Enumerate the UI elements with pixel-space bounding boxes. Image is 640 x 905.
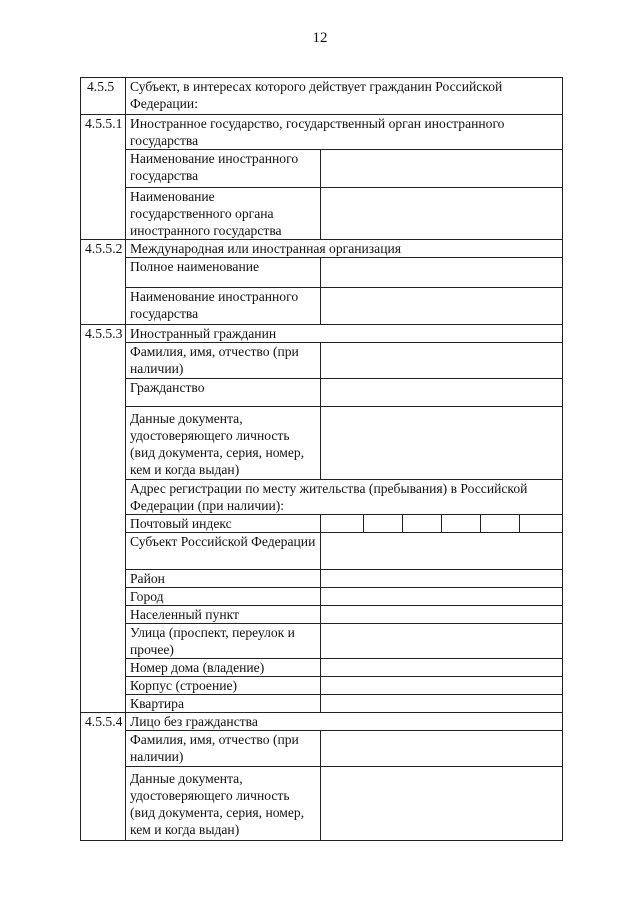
subsection-row — [81, 325, 563, 343]
field-row — [81, 624, 563, 659]
field-label: Наименование иностранного государства — [126, 150, 321, 188]
subsection-number: 4.5.5.2 — [81, 240, 126, 325]
field-label: Квартира — [126, 695, 321, 713]
field-row — [81, 677, 563, 695]
field-row — [81, 288, 563, 325]
field-label: Улица (проспект, переулок и прочее) — [126, 624, 321, 659]
field-input[interactable] — [321, 288, 563, 325]
field-label: Данные документа, удостоверяющего личность (вид документа, серия, номер, кем и когда выдан) — [126, 767, 321, 841]
address-title-row — [81, 480, 563, 515]
field-input[interactable] — [321, 407, 563, 480]
postal-index-row — [81, 515, 563, 533]
field-input[interactable] — [321, 695, 563, 713]
subsection-row — [81, 713, 563, 731]
field-row — [81, 379, 563, 407]
field-input[interactable] — [321, 258, 563, 288]
field-input[interactable] — [321, 188, 563, 240]
subsection-title: Международная или иностранная организация — [126, 240, 563, 258]
field-input[interactable] — [321, 379, 563, 407]
postal-index-digit[interactable] — [480, 515, 519, 532]
postal-index-input[interactable] — [321, 515, 563, 533]
field-label: Данные документа, удостоверяющего личность (вид документа, серия, номер, кем и когда выдан) — [126, 407, 321, 480]
field-row — [81, 188, 563, 240]
field-input[interactable] — [321, 731, 563, 767]
field-label: Корпус (строение) — [126, 677, 321, 695]
field-row — [81, 588, 563, 606]
subsection-number: 4.5.5.3 — [81, 325, 126, 713]
field-label: Населенный пункт — [126, 606, 321, 624]
postal-index-digit[interactable] — [441, 515, 480, 532]
field-label: Район — [126, 570, 321, 588]
subsection-number: 4.5.5.4 — [81, 713, 126, 841]
field-label: Почтовый индекс — [126, 515, 321, 533]
postal-index-digit[interactable] — [402, 515, 441, 532]
field-input[interactable] — [321, 150, 563, 188]
field-label: Город — [126, 588, 321, 606]
field-label: Фамилия, имя, отчество (при наличии) — [126, 731, 321, 767]
field-row — [81, 407, 563, 480]
field-input[interactable] — [321, 767, 563, 841]
field-row — [81, 343, 563, 379]
field-label: Гражданство — [126, 379, 321, 407]
field-label: Наименование иностранного государства — [126, 288, 321, 325]
subsection-row — [81, 240, 563, 258]
page-number: 12 — [312, 30, 328, 46]
field-row — [81, 258, 563, 288]
field-row — [81, 767, 563, 841]
section-row — [81, 78, 563, 115]
field-input[interactable] — [321, 624, 563, 659]
section-number: 4.5.5 — [81, 78, 126, 115]
field-input[interactable] — [321, 570, 563, 588]
field-input[interactable] — [321, 533, 563, 570]
subsection-title: Лицо без гражданства — [126, 713, 563, 731]
field-input[interactable] — [321, 588, 563, 606]
field-input[interactable] — [321, 606, 563, 624]
postal-index-digit[interactable] — [519, 515, 558, 532]
subsection-number: 4.5.5.1 — [81, 115, 126, 240]
postal-index-digit[interactable] — [325, 515, 363, 532]
field-label: Наименование государственного органа иностранного государства — [126, 188, 321, 240]
subsection-title: Иностранное государство, государственный орган иностранного государства — [126, 115, 563, 150]
postal-index-digit[interactable] — [363, 515, 402, 532]
field-label: Номер дома (владение) — [126, 659, 321, 677]
field-row — [81, 731, 563, 767]
field-row — [81, 150, 563, 188]
field-label: Фамилия, имя, отчество (при наличии) — [126, 343, 321, 379]
field-row — [81, 695, 563, 713]
subsection-title: Иностранный гражданин — [126, 325, 563, 343]
field-input[interactable] — [321, 677, 563, 695]
field-input[interactable] — [321, 659, 563, 677]
field-label: Полное наименование — [126, 258, 321, 288]
subject-form-table — [80, 77, 563, 841]
field-label: Субъект Российской Федерации — [126, 533, 321, 570]
address-title: Адрес регистрации по месту жительства (пребывания) в Российской Федерации (при наличии): — [126, 480, 563, 515]
field-row — [81, 606, 563, 624]
section-title: Субъект, в интересах которого действует гражданин Российской Федерации: — [126, 78, 563, 115]
field-row — [81, 533, 563, 570]
field-row — [81, 659, 563, 677]
field-row — [81, 570, 563, 588]
field-input[interactable] — [321, 343, 563, 379]
subsection-row — [81, 115, 563, 150]
